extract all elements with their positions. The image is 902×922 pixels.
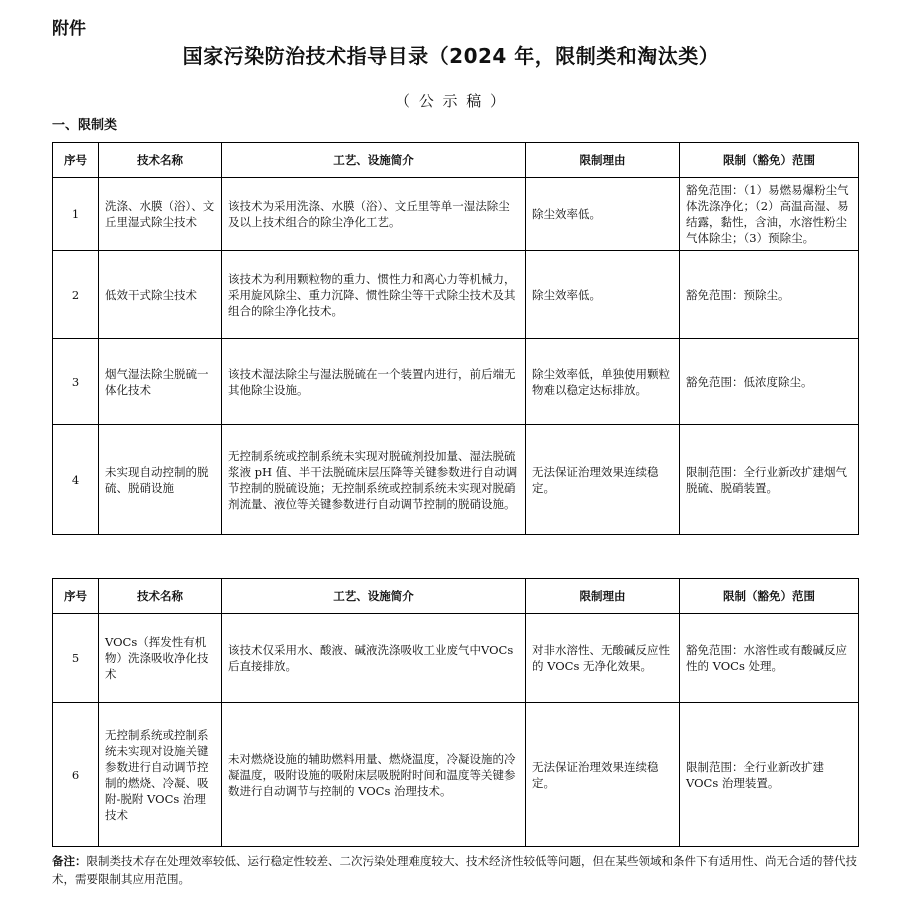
row-number: 4 xyxy=(53,425,99,535)
tech-name: 低效干式除尘技术 xyxy=(99,251,222,339)
restriction-reason: 无法保证治理效果连续稳定。 xyxy=(526,703,680,847)
document-subtitle: （ 公 示 稿 ） xyxy=(394,92,508,110)
restriction-scope: 限制范围：全行业新改扩建烟气脱硫、脱硝装置。 xyxy=(680,425,859,535)
restriction-scope: 豁免范围：水溶性或有酸碱反应性的 VOCs 处理。 xyxy=(680,614,859,703)
row-number: 3 xyxy=(53,339,99,425)
col-header-scope: 限制（豁免）范围 xyxy=(680,579,859,614)
table-row xyxy=(53,339,859,425)
table-header-row xyxy=(53,143,859,178)
col-header-name: 技术名称 xyxy=(99,579,222,614)
col-header-no: 序号 xyxy=(53,579,99,614)
table-row xyxy=(53,614,859,703)
tech-name: 未实现自动控制的脱硫、脱硝设施 xyxy=(99,425,222,535)
restriction-reason: 对非水溶性、无酸碱反应性的 VOCs 无净化效果。 xyxy=(526,614,680,703)
restricted-tech-table-1 xyxy=(52,142,859,535)
tech-name: 洗涤、水膜（浴）、文丘里湿式除尘技术 xyxy=(99,178,222,251)
row-number: 2 xyxy=(53,251,99,339)
restriction-scope: 豁免范围：低浓度除尘。 xyxy=(680,339,859,425)
table-header-row xyxy=(53,579,859,614)
section-heading: 一、限制类 xyxy=(52,118,118,133)
row-number: 1 xyxy=(53,178,99,251)
attachment-label: 附件 xyxy=(52,19,86,39)
footnote-text: 限制类技术存在处理效率较低、运行稳定性较差、二次污染处理难度较大、技术经济性较低等问题，但在某些领域和条件下有适用性、尚无合适的替代技术，需要限制其应用范围。 xyxy=(52,854,857,886)
tech-description: 该技术湿法除尘与湿法脱硫在一个装置内进行，前后端无其他除尘设施。 xyxy=(222,339,526,425)
row-number: 6 xyxy=(53,703,99,847)
table-row xyxy=(53,703,859,847)
col-header-reason: 限制理由 xyxy=(526,579,680,614)
table-row xyxy=(53,425,859,535)
restriction-scope: 豁免范围：（1）易燃易爆粉尘气体洗涤净化；（2）高温高湿、易结露，黏性，含油，水溶性粉尘气体除尘；（3）预除尘。 xyxy=(680,178,859,251)
tech-name: VOCs（挥发性有机物）洗涤吸收净化技术 xyxy=(99,614,222,703)
table-row xyxy=(53,251,859,339)
tech-description: 该技术为利用颗粒物的重力、惯性力和离心力等机械力，采用旋风除尘、重力沉降、惯性除尘等干式除尘技术及其组合的除尘净化技术。 xyxy=(222,251,526,339)
restriction-scope: 豁免范围：预除尘。 xyxy=(680,251,859,339)
tech-description: 该技术仅采用水、酸液、碱液洗涤吸收工业废气中VOCs 后直接排放。 xyxy=(222,614,526,703)
restriction-reason: 除尘效率低，单独使用颗粒物难以稳定达标排放。 xyxy=(526,339,680,425)
col-header-scope: 限制（豁免）范围 xyxy=(680,143,859,178)
restriction-reason: 除尘效率低。 xyxy=(526,178,680,251)
tech-name: 烟气湿法除尘脱硫一体化技术 xyxy=(99,339,222,425)
tech-description: 该技术为采用洗涤、水膜（浴）、文丘里等单一湿法除尘及以上技术组合的除尘净化工艺。 xyxy=(222,178,526,251)
restriction-scope: 限制范围：全行业新改扩建 VOCs 治理装置。 xyxy=(680,703,859,847)
restriction-reason: 除尘效率低。 xyxy=(526,251,680,339)
table-row xyxy=(53,178,859,251)
restricted-tech-table-2 xyxy=(52,578,859,847)
restriction-reason: 无法保证治理效果连续稳定。 xyxy=(526,425,680,535)
col-header-desc: 工艺、设施简介 xyxy=(222,579,526,614)
footnote-label: 备注： xyxy=(52,854,87,868)
footnote xyxy=(52,852,862,888)
col-header-name: 技术名称 xyxy=(99,143,222,178)
row-number: 5 xyxy=(53,614,99,703)
col-header-reason: 限制理由 xyxy=(526,143,680,178)
tech-name: 无控制系统或控制系统未实现对设施关键参数进行自动调节控制的燃烧、冷凝、吸附-脱附 VOCs 治理技术 xyxy=(99,703,222,847)
col-header-desc: 工艺、设施简介 xyxy=(222,143,526,178)
tech-description: 无控制系统或控制系统未实现对脱硫剂投加量、湿法脱硫浆液 pH 值、半干法脱硫床层压降等关键参数进行自动调节控制的脱硫设施；无控制系统或控制系统未实现对脱硝剂流量、液位等关键参数进行自动调节控制的脱硝设施。 xyxy=(222,425,526,535)
tech-description: 未对燃烧设施的辅助燃料用量、燃烧温度，冷凝设施的冷凝温度，吸附设施的吸附床层吸脱附时间和温度等关键参数进行自动调节与控制的 VOCs 治理技术。 xyxy=(222,703,526,847)
document-title: 国家污染防治技术指导目录（2024 年，限制类和淘汰类） xyxy=(182,44,720,68)
col-header-no: 序号 xyxy=(53,143,99,178)
